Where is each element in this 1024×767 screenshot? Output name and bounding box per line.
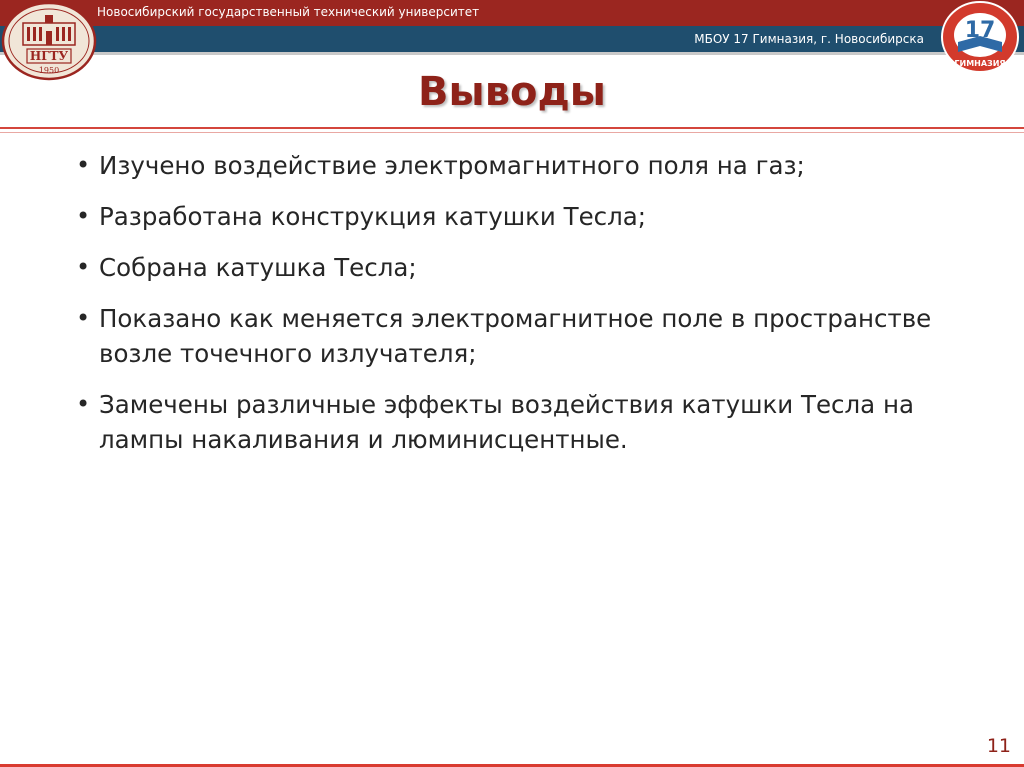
- list-item: [76, 148, 936, 183]
- page-number: 11: [986, 735, 1011, 757]
- seal-year: 1950: [38, 66, 60, 75]
- bullet-icon: •: [76, 390, 91, 418]
- list-item-text: Разработана конструкция катушки Тесла;: [99, 202, 647, 231]
- seal-abbreviation: НГТУ: [29, 49, 69, 63]
- badge-number: 17: [964, 18, 996, 43]
- slide-title: Выводы: [418, 69, 606, 115]
- university-name: Новосибирский государственный технический университет: [97, 5, 480, 19]
- bullet-icon: •: [76, 253, 91, 281]
- list-item-text: Показано как меняется электромагнитное поле в пространстве возле точечного излучателя;: [99, 304, 932, 368]
- list-item-text: Собрана катушка Тесла;: [99, 253, 417, 282]
- title-underline: [0, 127, 1024, 129]
- bullet-icon: •: [76, 151, 91, 179]
- list-item: [76, 250, 936, 285]
- list-item: [76, 301, 936, 371]
- header-divider: [0, 52, 1024, 55]
- list-item: [76, 199, 936, 234]
- title-underline-thin: [0, 132, 1024, 133]
- list-item-text: Замечены различные эффекты воздействия катушки Тесла на лампы накаливания и люминисцентные.: [99, 390, 914, 454]
- school-name: МБОУ 17 Гимназия, г. Новосибирска: [694, 32, 924, 46]
- conclusions-list: [76, 148, 936, 473]
- list-item-text: Изучено воздействие электромагнитного поля на газ;: [99, 151, 805, 180]
- list-item: [76, 387, 936, 457]
- bullet-icon: •: [76, 202, 91, 230]
- badge-caption: ГИМНАЗИЯ: [954, 59, 1006, 68]
- bullet-icon: •: [76, 304, 91, 332]
